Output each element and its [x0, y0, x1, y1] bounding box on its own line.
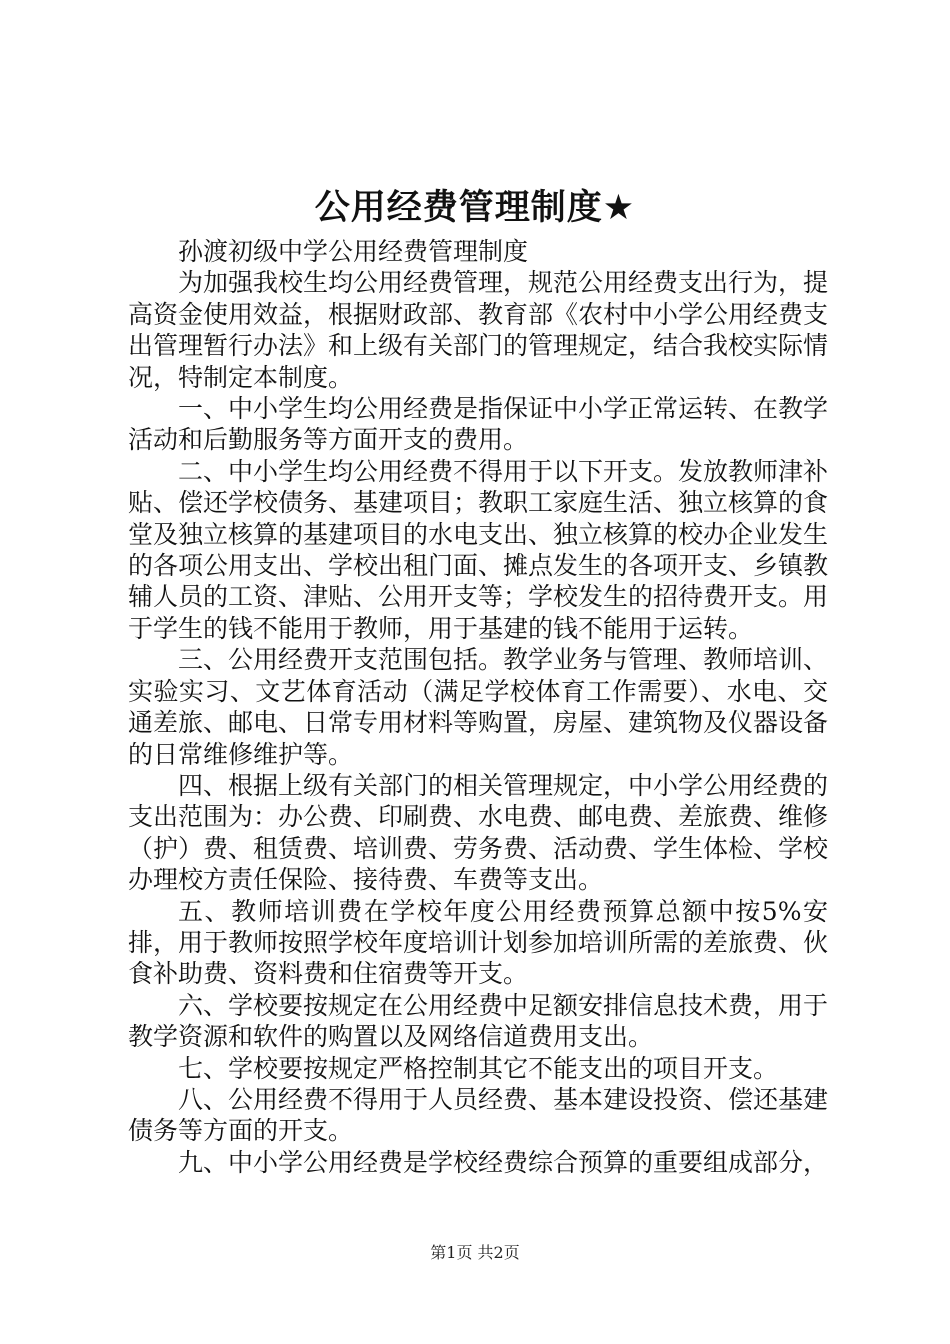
clause-7-paragraph: 七、学校要按规定严格控制其它不能支出的项目开支。 [178, 1053, 779, 1083]
clause-2-paragraph: 二、中小学生均公用经费不得用于以下开支。发放教师津补贴、偿还学校债务、基建项目；教职工家庭生活、独立核算的食堂及独立核算的基建项目的水电支出、独立核算的校办企业发生的各项公用支出、学校出租门面、摊点发生的各项开支、乡镇教辅人员的工资、津贴、公用开支等；学校发生的招待费开支。用于学生的钱不能用于教师，用于基建的钱不能用于运转。 [128, 456, 829, 643]
page-footer: 第1页 共2页 [430, 1243, 520, 1262]
clause-8-paragraph: 八、公用经费不得用于人员经费、基本建设投资、偿还基建债务等方面的开支。 [128, 1084, 829, 1146]
document-body [128, 236, 828, 1178]
document-title: 公用经费管理制度★ [314, 188, 636, 228]
clause-3-paragraph: 三、公用经费开支范围包括。教学业务与管理、教师培训、实验实习、文艺体育活动（满足学校体育工作需要）、水电、交通差旅、邮电、日常专用材料等购置，房屋、建筑物及仪器设备的日常维修维护等。 [128, 645, 829, 769]
clause-9-paragraph: 九、中小学公用经费是学校经费综合预算的重要组成部分， [178, 1147, 829, 1177]
intro-paragraph: 为加强我校生均公用经费管理，规范公用经费支出行为，提高资金使用效益，根据财政部、教育部《农村中小学公用经费支出管理暂行办法》和上级有关部门的管理规定，结合我校实际情况，特制定本制度。 [128, 268, 829, 392]
clause-4-paragraph: 四、根据上级有关部门的相关管理规定，中小学公用经费的支出范围为：办公费、印刷费、水电费、邮电费、差旅费、维修（护）费、租赁费、培训费、劳务费、活动费、学生体检、学校办理校方责任保险、接待费、车费等支出。 [128, 770, 829, 895]
clause-5-paragraph: 五、教师培训费在学校年度公用经费预算总额中按5%安排，用于教师按照学校年度培训计划参加培训所需的差旅费、伙食补助费、资料费和住宿费等开支。 [128, 896, 829, 989]
clause-1-paragraph: 一、中小学生均公用经费是指保证中小学正常运转、在教学活动和后勤服务等方面开支的费用。 [128, 394, 829, 455]
clause-6-paragraph: 六、学校要按规定在公用经费中足额安排信息技术费，用于教学资源和软件的购置以及网络信道费用支出。 [128, 990, 829, 1052]
subtitle-paragraph: 孙渡初级中学公用经费管理制度 [178, 237, 529, 266]
